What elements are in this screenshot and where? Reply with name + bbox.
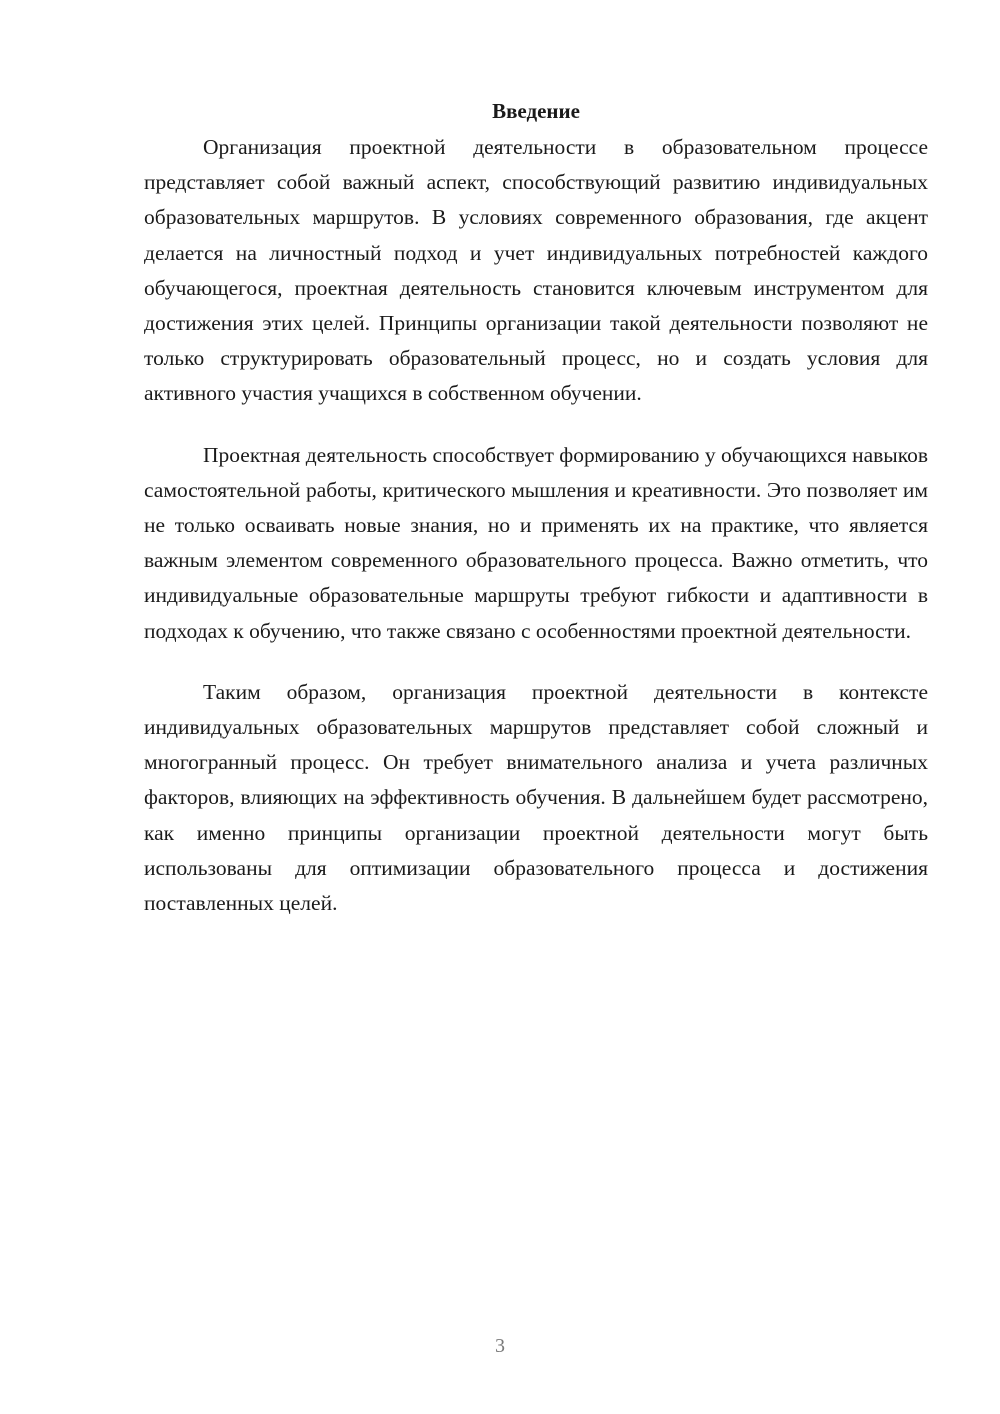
paragraph-1: Организация проектной деятельности в образовательном процессе представляет собой важный аспект, способствующий развитию индивидуальных образовательных маршрутов. В условиях современного образования, где акцент делается на личностный подход и учет индивидуальных потребностей каждого обучающегося, проектная деятельность становится ключевым инструментом для достижения этих целей. Принципы организации такой деятельности позволяют не только структурировать образовательный процесс, но и создать условия для активного участия учащихся в собственном обучении. [144, 135, 928, 406]
paragraph-2: Проектная деятельность способствует формированию у обучающихся навыков самостоятельной работы, критического мышления и креативности. Это позволяет им не только осваивать новые знания, но и применять их на практике, что является важным элементом современного образовательного процесса. Важно отметить, что индивидуальные образовательные маршруты требуют гибкости и адаптивности в подходах к обучению, что также связано с особенностями проектной деятельности. [144, 442, 928, 643]
page-number: 3 [495, 1335, 505, 1357]
paragraph-3: Таким образом, организация проектной деятельности в контексте индивидуальных образовательных маршрутов представляет собой сложный и многогранный процесс. Он требует внимательного анализа и учета различных факторов, влияющих на эффективность обучения. В дальнейшем будет рассмотрено, как именно принципы организации проектной деятельности могут быть использованы для оптимизации образовательного процесса и достижения поставленных целей. [144, 679, 928, 916]
section-title: Введение [492, 99, 580, 123]
page-content [144, 96, 928, 947]
